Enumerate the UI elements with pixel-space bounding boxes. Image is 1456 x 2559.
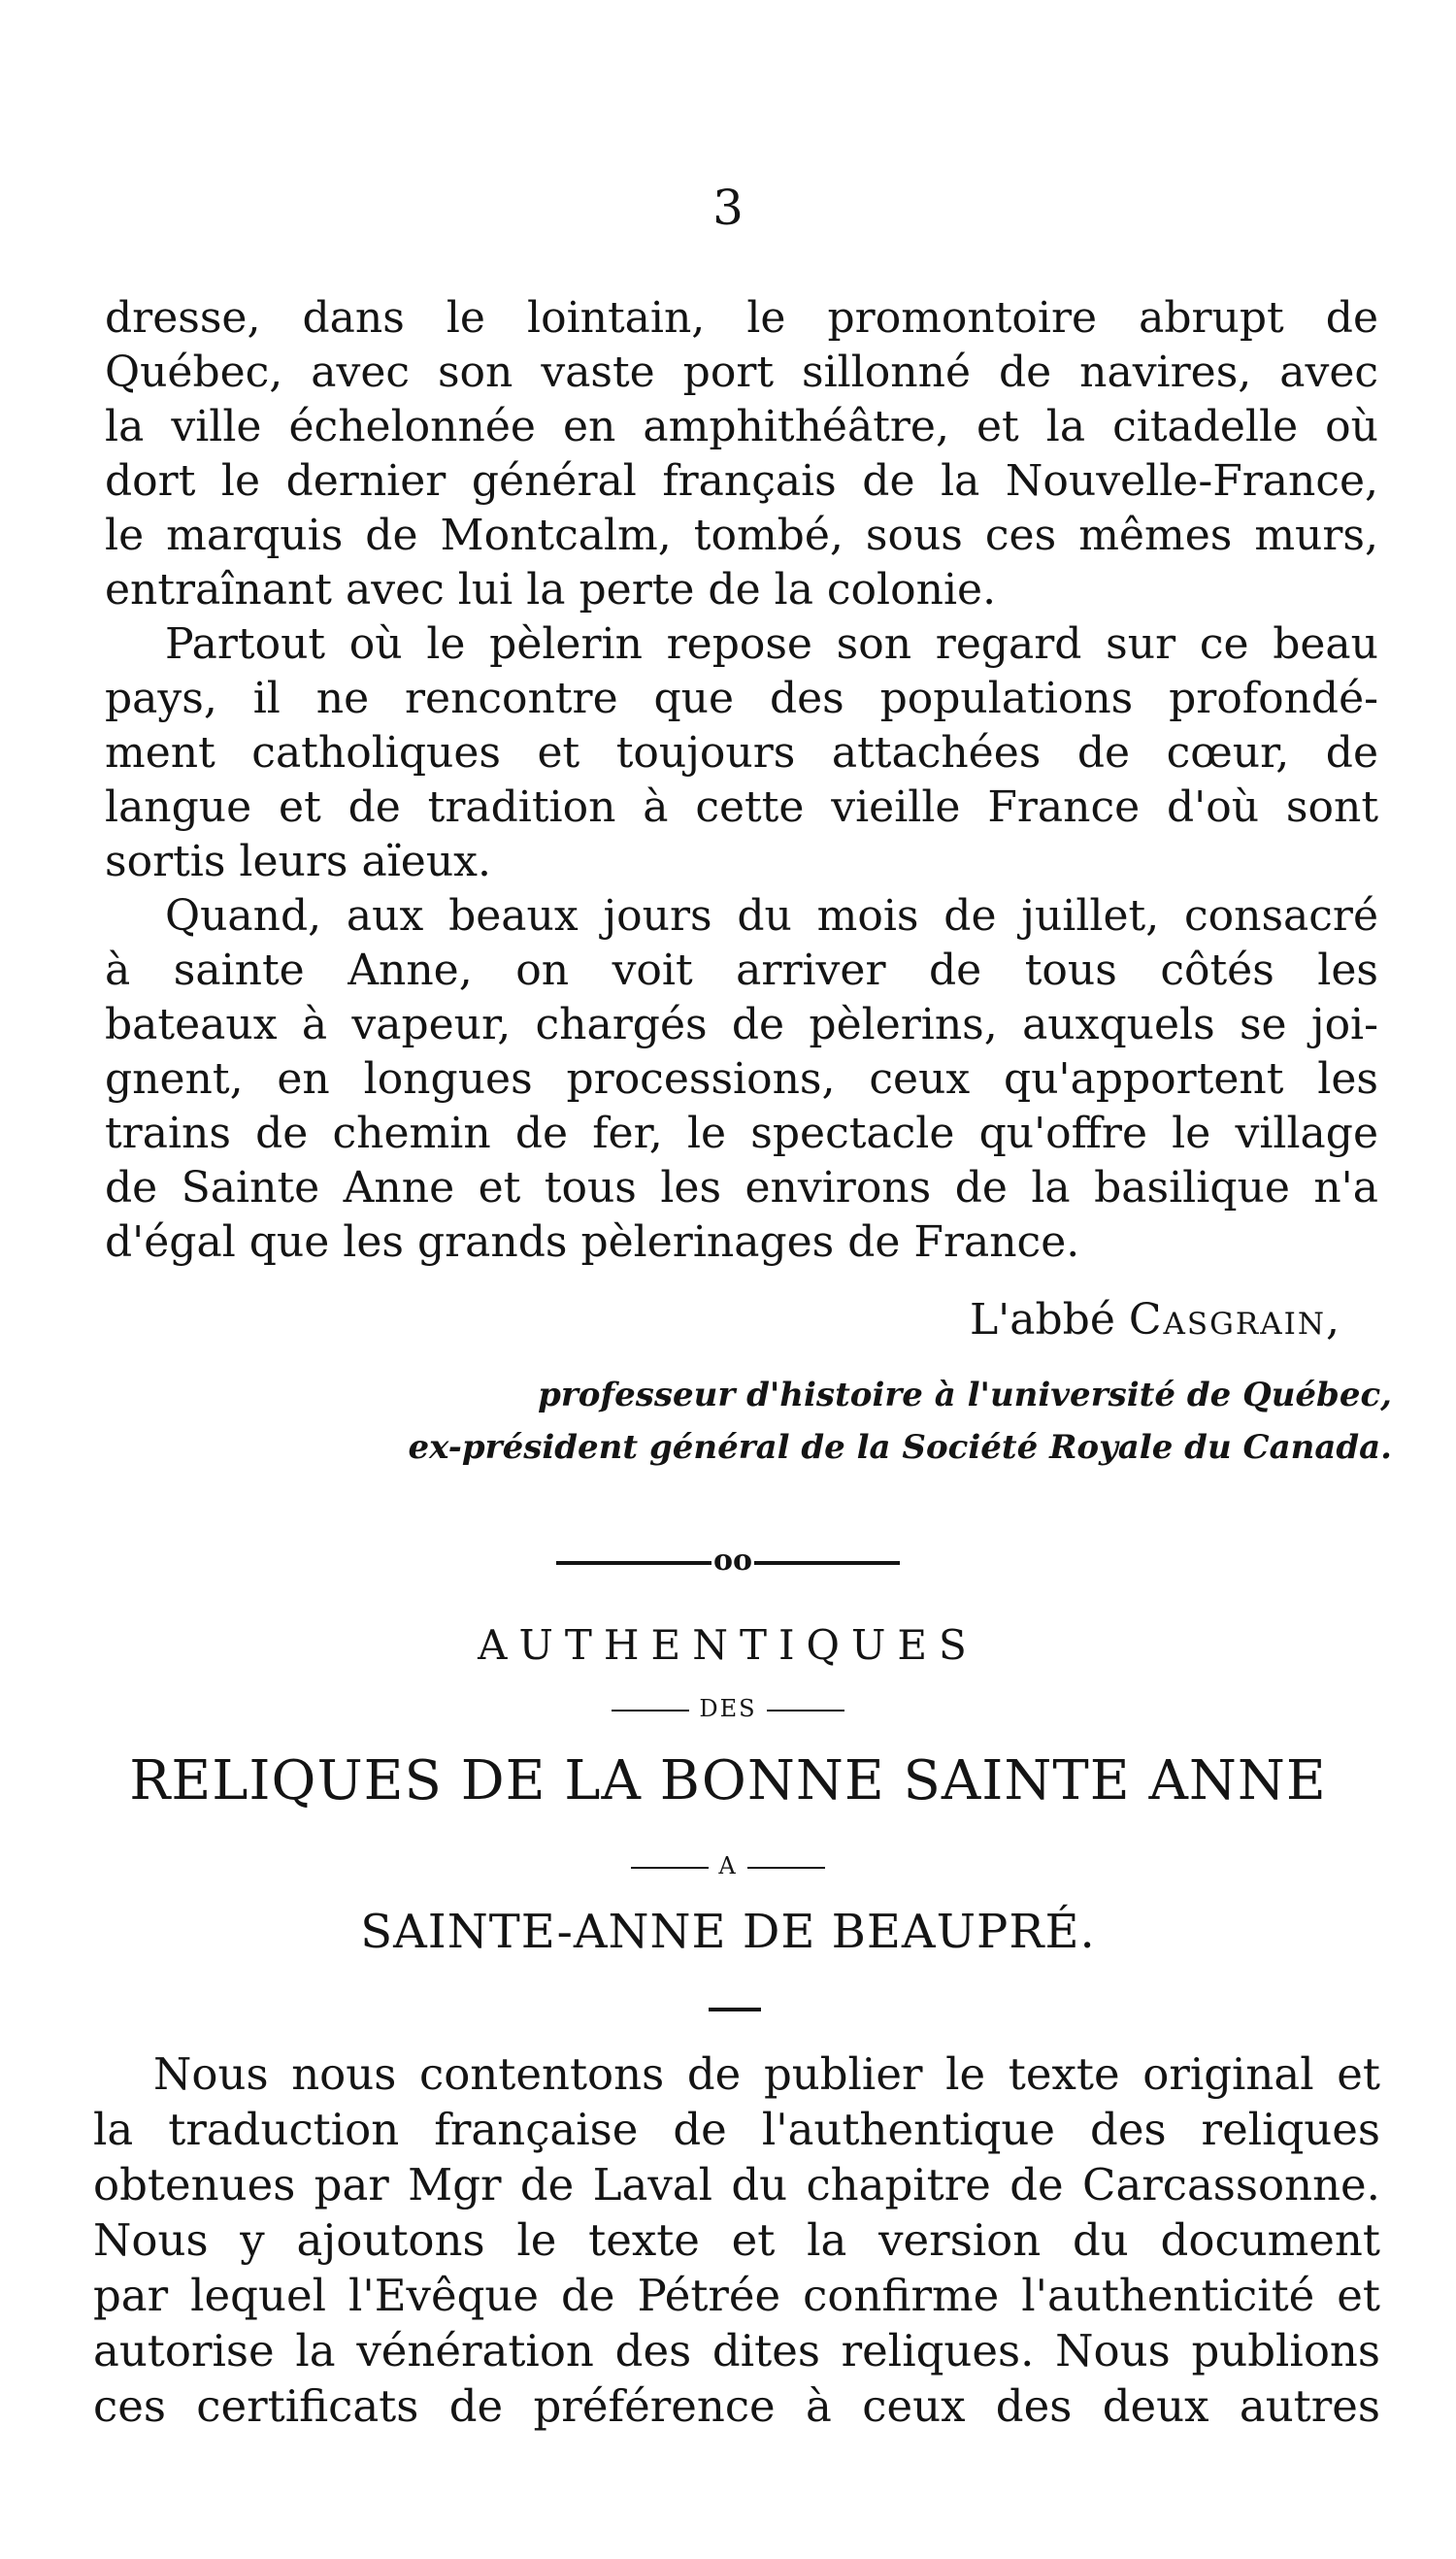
text-line: autorise la vénération des dites reliques. Nous publions [93, 2325, 1380, 2376]
des-rule-right [767, 1710, 844, 1712]
signature [970, 1291, 1341, 1349]
text-line: Quand, aux beaux jours du mois de juillet, consacré [165, 891, 1378, 941]
heading-subtitle: SAINTE-ANNE DE BEAUPRÉ. [360, 1905, 1096, 1959]
text-line: dresse, dans le lointain, le promontoire abrupt de [105, 293, 1378, 343]
signature-prefix: L'abbé [969, 1295, 1129, 1345]
heading-main-title: RELIQUES DE LA BONNE SAINTE ANNE [129, 1749, 1327, 1812]
a-rule-left [631, 1867, 709, 1869]
signature-name: Casgrain, [1128, 1295, 1341, 1345]
text-line: à sainte Anne, on voit arriver de tous côtés les [105, 946, 1378, 995]
short-rule [709, 2008, 761, 2011]
text-line: la ville échelonnée en amphithéâtre, et la citadelle où [105, 402, 1378, 451]
text-line: de Sainte Anne et tous les environs de la basilique n'a [105, 1163, 1378, 1213]
a-label: A [718, 1852, 738, 1879]
text-line: Québec, avec son vaste port sillonné de navires, avec [105, 348, 1378, 397]
text-line: gnent, en longues processions, ceux qu'apportent les [105, 1054, 1378, 1104]
heading-authentiques: AUTHENTIQUES [478, 1621, 978, 1669]
text-line: la traduction française de l'authentique des reliques [93, 2104, 1380, 2155]
body-text-top [105, 291, 1378, 1270]
section-divider [0, 1542, 1456, 1580]
text-line: obtenues par Mgr de Laval du chapitre de Carcassonne. [93, 2159, 1380, 2210]
heading-des [0, 1689, 1456, 1728]
text-line: ces certificats de préférence à ceux des deux autres [93, 2380, 1380, 2432]
divider-rule-right [754, 1561, 900, 1565]
text-line: bateaux à vapeur, chargés de pèlerins, auxquels se joi- [105, 1000, 1378, 1049]
body-text-bottom [93, 2046, 1380, 2434]
text-line: Nous y ajoutons le texte et la version du document [93, 2214, 1380, 2266]
text-line: pays, il ne rencontre que des populations profondé- [105, 674, 1378, 723]
text-line: trains de chemin de fer, le spectacle qu'offre le village [105, 1109, 1378, 1158]
text-line: dort le dernier général français de la Nouvelle-France, [105, 456, 1378, 506]
text-line: langue et de tradition à cette vieille France d'où sont [105, 782, 1378, 832]
des-rule-left [612, 1710, 689, 1712]
heading-a [0, 1846, 1456, 1885]
text-line: ment catholiques et toujours attachées de cœur, de [105, 728, 1378, 778]
a-rule-right [747, 1867, 825, 1869]
text-line: le marquis de Montcalm, tombé, sous ces mêmes murs, [105, 511, 1378, 560]
divider-rule-left [556, 1561, 711, 1565]
page-number: 3 [712, 180, 744, 236]
text-line: Partout où le pèlerin repose son regard sur ce beau [165, 619, 1378, 669]
text-line: entraînant avec lui la perte de la colonie. [105, 565, 997, 615]
text-line: Nous nous contentons de publier le texte original et [153, 2048, 1380, 2100]
affiliation-line-2: ex-président général de la Société Royale du Canada. [408, 1428, 1392, 1467]
des-label: DES [699, 1695, 757, 1722]
affiliation-line-1: professeur d'histoire à l'université de Québec, [538, 1376, 1392, 1414]
text-line: sortis leurs aïeux. [105, 837, 491, 886]
text-line: par lequel l'Evêque de Pétrée confirme l'authenticité et [93, 2270, 1380, 2321]
text-line: d'égal que les grands pèlerinages de France. [105, 1217, 1080, 1267]
divider-ornament: oo [712, 1544, 753, 1578]
